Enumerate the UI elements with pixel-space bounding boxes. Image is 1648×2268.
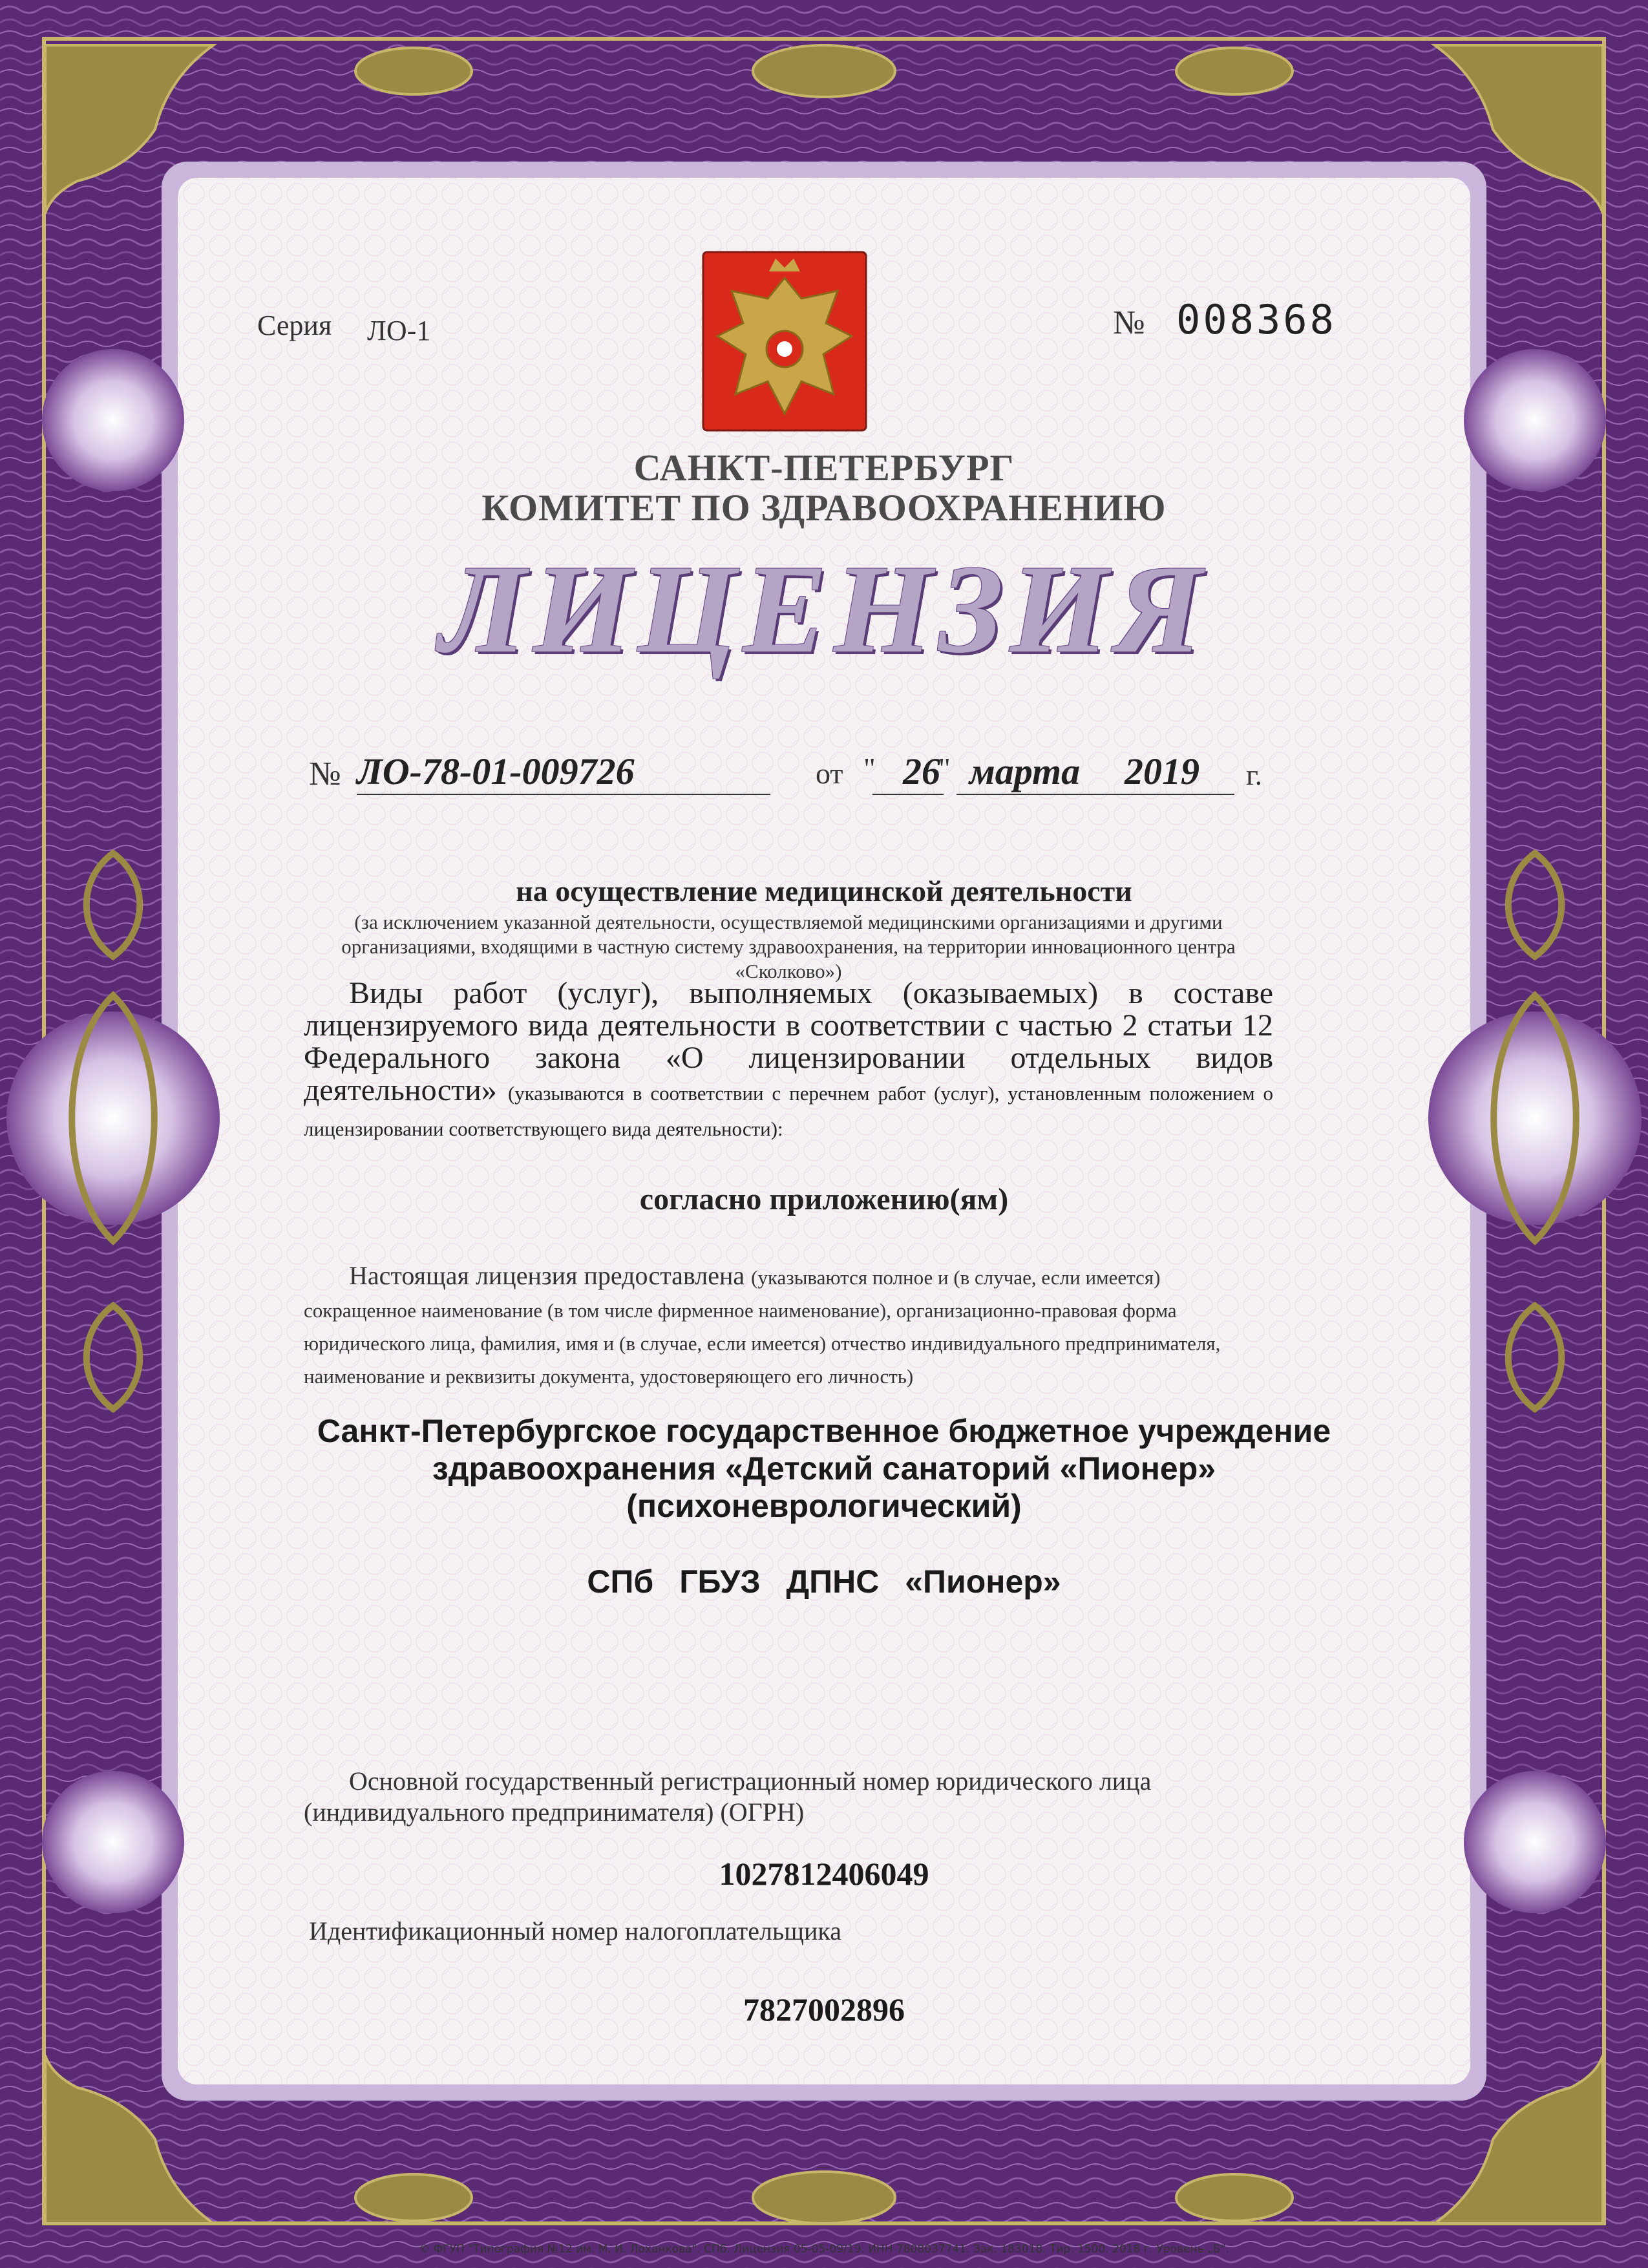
ogrn-label-text: Основной государственный регистрационный номер юридического лица (индивидуального предпринимателя) (ОГРН) (304, 1766, 1152, 1827)
form-number-sign: № (1113, 304, 1145, 341)
organization-full-name (0, 1412, 1648, 1525)
organization-name-line-2: здравоохранения «Детский санаторий «Пионер» (432, 1450, 1216, 1487)
works-main-text: Виды работ (услуг), выполняемых (оказываемых) в составе лицензируемого вида деятельности в соответствии с частью 2 статьи 12 Федерального закона «О лицензировании отдельных видов деятельности» (304, 976, 1273, 1107)
appendix-reference: согласно приложению(ям) (639, 1182, 1009, 1216)
granted-note: (указываются полное и (в случае, если имеется) сокращенное наименование (в том числе фирменное наименование), организационно-правовая форма юридического лица, фамилия, имя и (в случае, если имеется) отчество индивидуального предпринимателя, наименование и реквизиты документа, удостоверяющего его личность) (304, 1266, 1221, 1388)
authority-city: САНКТ-ПЕТЕРБУРГ (633, 447, 1015, 489)
license-date-month: марта (969, 750, 1081, 792)
license-number: ЛО-78-01-009726 (357, 750, 635, 792)
organization-name-line-1: Санкт-Петербургское государственное бюджетное учреждение (317, 1413, 1331, 1449)
date-quote-close: " (938, 752, 951, 785)
series-label: Серия (257, 310, 332, 341)
granted-description (304, 1260, 1273, 1392)
activity-note: (за исключением указанной деятельности, осуществляемой медицинскими организациями и другими организациями, входящими в частную систему здравоохранения, на территории инновационного центра «Сколково») (341, 911, 1236, 982)
license-number-underline (357, 794, 770, 795)
date-prefix: от (816, 757, 843, 790)
date-quote-open: " (863, 752, 876, 785)
inn-value: 7827002896 (743, 1991, 905, 2028)
activity-title: на осуществление медицинской деятельности (516, 874, 1132, 907)
russian-coat-of-arms-icon (703, 252, 866, 430)
form-number-value: 008368 (1176, 296, 1336, 343)
license-date-year: 2019 (1125, 750, 1199, 792)
series-value: ЛО-1 (367, 315, 431, 346)
document-title: ЛИЦЕНЗИЯ (439, 539, 1209, 679)
organization-short-name: СПб ГБУЗ ДПНС «Пионер» (587, 1563, 1061, 1600)
organization-name-line-3: (психоневрологический) (626, 1488, 1022, 1524)
date-day-underline (872, 794, 944, 795)
ogrn-label (304, 1766, 1273, 1828)
authority-committee: КОМИТЕТ ПО ЗДРАВООХРАНЕНИЮ (481, 487, 1167, 529)
license-date-day: 26 (903, 750, 940, 792)
printer-imprint: © ФГУП "Типография №12 им. М. И. Лоханкова". СПб. Лицензия 05-05-09/19. ИНН 7808037741. Зак. 183018. Тир. 1500. 2018 г. Уровень „Б". (419, 2243, 1229, 2256)
works-description (304, 977, 1273, 1145)
granted-main-text: Настоящая лицензия предоставлена (349, 1261, 745, 1290)
ogrn-value: 1027812406049 (719, 1856, 929, 1892)
date-month-underline (956, 794, 1234, 795)
date-year-suffix: г. (1246, 758, 1263, 791)
inn-label: Идентификационный номер налогоплательщика (309, 1916, 842, 1945)
license-number-sign: № (309, 756, 341, 792)
works-note: (указываются в соответствии с перечнем работ (услуг), установленным положением о лицензировании соответствующего вида деятельности): (304, 1082, 1274, 1140)
